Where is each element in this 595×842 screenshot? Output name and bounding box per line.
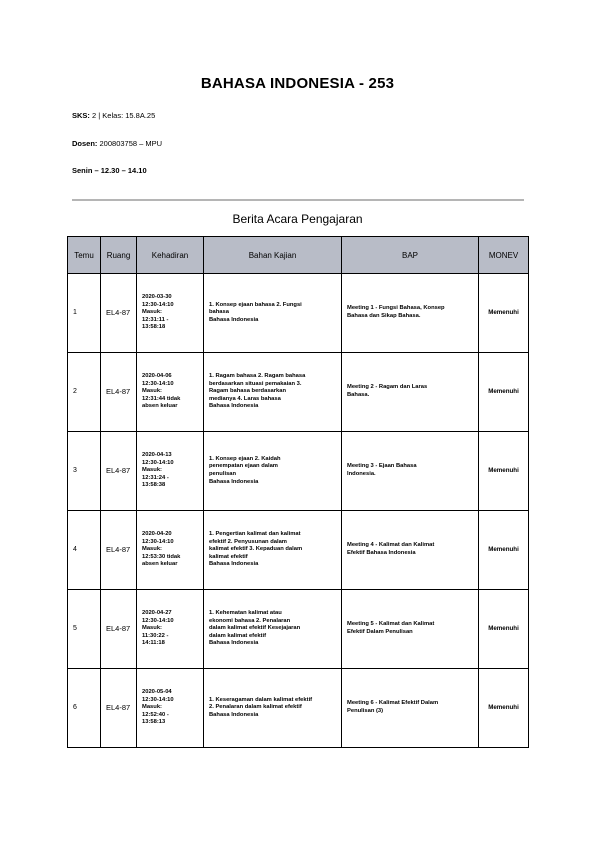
cell-kehadiran-line: 12:53:30 tidak xyxy=(142,553,181,560)
cell-temu: 5 xyxy=(68,590,101,669)
cell-kehadiran-line: 2020-04-27 xyxy=(142,610,172,617)
column-header-bap: BAP xyxy=(342,237,479,274)
cell-bap-line: Meeting 4 - Kalimat dan Kalimat xyxy=(347,542,435,549)
cell-kehadiran-line: absen keluar xyxy=(142,403,178,410)
column-header-temu: Temu xyxy=(68,237,101,274)
cell-bap-line: Efektif Bahasa Indonesia xyxy=(347,550,416,556)
cell-temu: 4 xyxy=(68,511,101,590)
cell-bahan-kajian xyxy=(204,274,342,353)
dosen-label: Dosen: xyxy=(72,139,98,148)
cell-monev: Memenuhi xyxy=(479,669,529,748)
cell-bap xyxy=(342,590,479,669)
cell-bahan-kajian-line: Bahasa Indonesia xyxy=(209,478,259,485)
table-header-row xyxy=(68,237,529,274)
cell-bahan-kajian-line: kalimat efektif xyxy=(209,553,248,560)
cell-bap xyxy=(342,274,479,353)
cell-bahan-kajian xyxy=(204,669,342,748)
cell-bahan-kajian-line: 1. Ragam bahasa 2. Ragam bahasa xyxy=(209,373,306,380)
cell-ruang: EL4-87 xyxy=(101,590,137,669)
cell-kehadiran-line: 2020-04-13 xyxy=(142,452,172,459)
cell-bahan-kajian-line: penulisan xyxy=(209,471,237,477)
sks-value: 2 | Kelas: 15.8A.25 xyxy=(92,111,156,120)
cell-kehadiran-line: 2020-04-20 xyxy=(142,531,172,538)
cell-bap-line: Meeting 6 - Kalimat Efektif Dalam xyxy=(347,700,439,707)
column-header-bahan-kajian: Bahan Kajian xyxy=(204,237,342,274)
cell-bahan-kajian-line: kalimat efektif 3. Kepaduan dalam xyxy=(209,546,303,553)
cell-kehadiran xyxy=(137,590,204,669)
table-row xyxy=(68,274,529,353)
cell-kehadiran-line: Masuk: xyxy=(142,467,162,474)
cell-bahan-kajian-line: Ragam bahasa berdasarkan xyxy=(209,388,287,395)
cell-temu: 1 xyxy=(68,274,101,353)
cell-kehadiran-line: 2020-04-06 xyxy=(142,373,172,380)
cell-kehadiran xyxy=(137,511,204,590)
cell-bahan-kajian-line: 1. Konsep ejaan 2. Kaidah xyxy=(209,455,281,462)
cell-kehadiran-line: 13:58:18 xyxy=(142,324,166,331)
cell-bap xyxy=(342,669,479,748)
cell-bahan-kajian-line: Bahasa Indonesia xyxy=(209,561,259,568)
cell-kehadiran-line: 12:31:24 - xyxy=(142,474,169,481)
cell-ruang: EL4-87 xyxy=(101,432,137,511)
cell-bahan-kajian-line: bahasa xyxy=(209,309,229,316)
sks-label: SKS: xyxy=(72,111,90,120)
cell-bap-line: Meeting 3 - Ejaan Bahasa xyxy=(347,463,417,470)
cell-kehadiran-line: 12:52:40 - xyxy=(142,711,169,718)
cell-monev: Memenuhi xyxy=(479,274,529,353)
table-row xyxy=(68,511,529,590)
cell-bahan-kajian-line: berdasarkan situasi pemakaian 3. xyxy=(209,380,302,387)
table-row xyxy=(68,432,529,511)
cell-bahan-kajian-line: 1. Pengertian kalimat dan kalimat xyxy=(209,531,301,538)
cell-bahan-kajian-line: 1. Keseragaman dalam kalimat efektif xyxy=(209,696,313,703)
cell-ruang: EL4-87 xyxy=(101,669,137,748)
cell-bahan-kajian-line: Bahasa Indonesia xyxy=(209,403,259,410)
schedule-info: Senin – 12.30 – 14.10 xyxy=(72,166,147,175)
cell-bap-line: Bahasa dan Sikap Bahasa. xyxy=(347,313,421,319)
dosen-value: 200803758 – MPU xyxy=(99,139,163,148)
cell-monev: Memenuhi xyxy=(479,590,529,669)
cell-kehadiran-line: Masuk: xyxy=(142,704,162,711)
column-header-monev: MONEV xyxy=(479,237,529,274)
cell-bap xyxy=(342,353,479,432)
cell-bap-line: Indonesia. xyxy=(347,471,376,477)
cell-bahan-kajian-line: penempatan ejaan dalam xyxy=(209,463,278,470)
cell-kehadiran-line: 12:30-14:10 xyxy=(142,459,174,466)
column-header-ruang: Ruang xyxy=(101,237,137,274)
cell-bap-line: Meeting 5 - Kalimat dan Kalimat xyxy=(347,621,435,628)
cell-kehadiran-line: 12:31:44 tidak xyxy=(142,395,181,402)
cell-bap-line: Efektif Dalam Penulisan xyxy=(347,629,413,635)
table-row xyxy=(68,669,529,748)
cell-bahan-kajian-line: Bahasa Indonesia xyxy=(209,640,259,647)
cell-bahan-kajian-line: ekonomi bahasa 2. Penalaran xyxy=(209,617,291,624)
cell-bahan-kajian-line: dalam kalimat efektif xyxy=(209,632,267,639)
cell-kehadiran-line: absen keluar xyxy=(142,561,178,568)
cell-kehadiran-line: 12:30-14:10 xyxy=(142,538,174,545)
cell-bahan-kajian xyxy=(204,353,342,432)
table-row xyxy=(68,353,529,432)
cell-kehadiran-line: 11:30:22 - xyxy=(142,632,169,639)
course-title: BAHASA INDONESIA - 253 xyxy=(200,75,395,92)
cell-ruang: EL4-87 xyxy=(101,511,137,590)
cell-kehadiran-line: 14:11:18 xyxy=(142,640,165,647)
cell-bap xyxy=(342,511,479,590)
cell-bahan-kajian-line: Bahasa Indonesia xyxy=(209,316,259,323)
cell-kehadiran-line: Masuk: xyxy=(142,388,162,395)
section-title: Berita Acara Pengajaran xyxy=(232,212,363,226)
teaching-report-table xyxy=(67,236,529,748)
cell-bahan-kajian-line: dalam kalimat efektif Kesejajaran xyxy=(209,625,301,632)
table-row xyxy=(68,590,529,669)
cell-monev: Memenuhi xyxy=(479,432,529,511)
cell-bahan-kajian-line: 2. Penalaran dalam kalimat efektif xyxy=(209,704,302,711)
cell-bap xyxy=(342,432,479,511)
cell-kehadiran-line: Masuk: xyxy=(142,309,162,316)
cell-kehadiran-line: Masuk: xyxy=(142,546,162,553)
cell-bahan-kajian-line: efektif 2. Penyusunan dalam xyxy=(209,538,287,545)
cell-bahan-kajian-line: 1. Kehematan kalimat atau xyxy=(209,610,282,617)
cell-kehadiran xyxy=(137,353,204,432)
cell-bap-line: Bahasa. xyxy=(347,392,370,398)
column-header-kehadiran: Kehadiran xyxy=(137,237,204,274)
cell-bahan-kajian xyxy=(204,511,342,590)
cell-temu: 6 xyxy=(68,669,101,748)
cell-kehadiran-line: 12:31:11 - xyxy=(142,316,169,323)
cell-temu: 3 xyxy=(68,432,101,511)
cell-bahan-kajian xyxy=(204,432,342,511)
cell-bahan-kajian-line: 1. Konsep ejaan bahasa 2. Fungsi xyxy=(209,301,302,308)
cell-kehadiran-line: 2020-05-04 xyxy=(142,689,172,696)
cell-ruang: EL4-87 xyxy=(101,353,137,432)
lecturer-info xyxy=(72,139,162,148)
cell-kehadiran-line: Masuk: xyxy=(142,625,162,632)
sks-class-info xyxy=(72,111,155,120)
cell-kehadiran xyxy=(137,274,204,353)
cell-kehadiran-line: 13:58:38 xyxy=(142,482,166,489)
cell-bap-line: Meeting 2 - Ragam dan Laras xyxy=(347,384,428,391)
cell-bahan-kajian-line: medianya 4. Laras bahasa xyxy=(209,395,281,402)
cell-bahan-kajian xyxy=(204,590,342,669)
cell-kehadiran-line: 2020-03-30 xyxy=(142,294,172,301)
cell-temu: 2 xyxy=(68,353,101,432)
cell-bap-line: Penulisan (3) xyxy=(347,708,384,714)
cell-monev: Memenuhi xyxy=(479,511,529,590)
cell-kehadiran-line: 12:30-14:10 xyxy=(142,380,174,387)
divider xyxy=(72,199,524,201)
cell-kehadiran xyxy=(137,669,204,748)
cell-kehadiran-line: 13:58:13 xyxy=(142,719,166,726)
cell-kehadiran-line: 12:30-14:10 xyxy=(142,301,174,308)
cell-kehadiran xyxy=(137,432,204,511)
cell-kehadiran-line: 12:30-14:10 xyxy=(142,617,174,624)
cell-ruang: EL4-87 xyxy=(101,274,137,353)
cell-kehadiran-line: 12:30-14:10 xyxy=(142,696,174,703)
cell-bap-line: Meeting 1 - Fungsi Bahasa, Konsep xyxy=(347,305,445,312)
cell-bahan-kajian-line: Bahasa Indonesia xyxy=(209,711,259,718)
cell-monev: Memenuhi xyxy=(479,353,529,432)
